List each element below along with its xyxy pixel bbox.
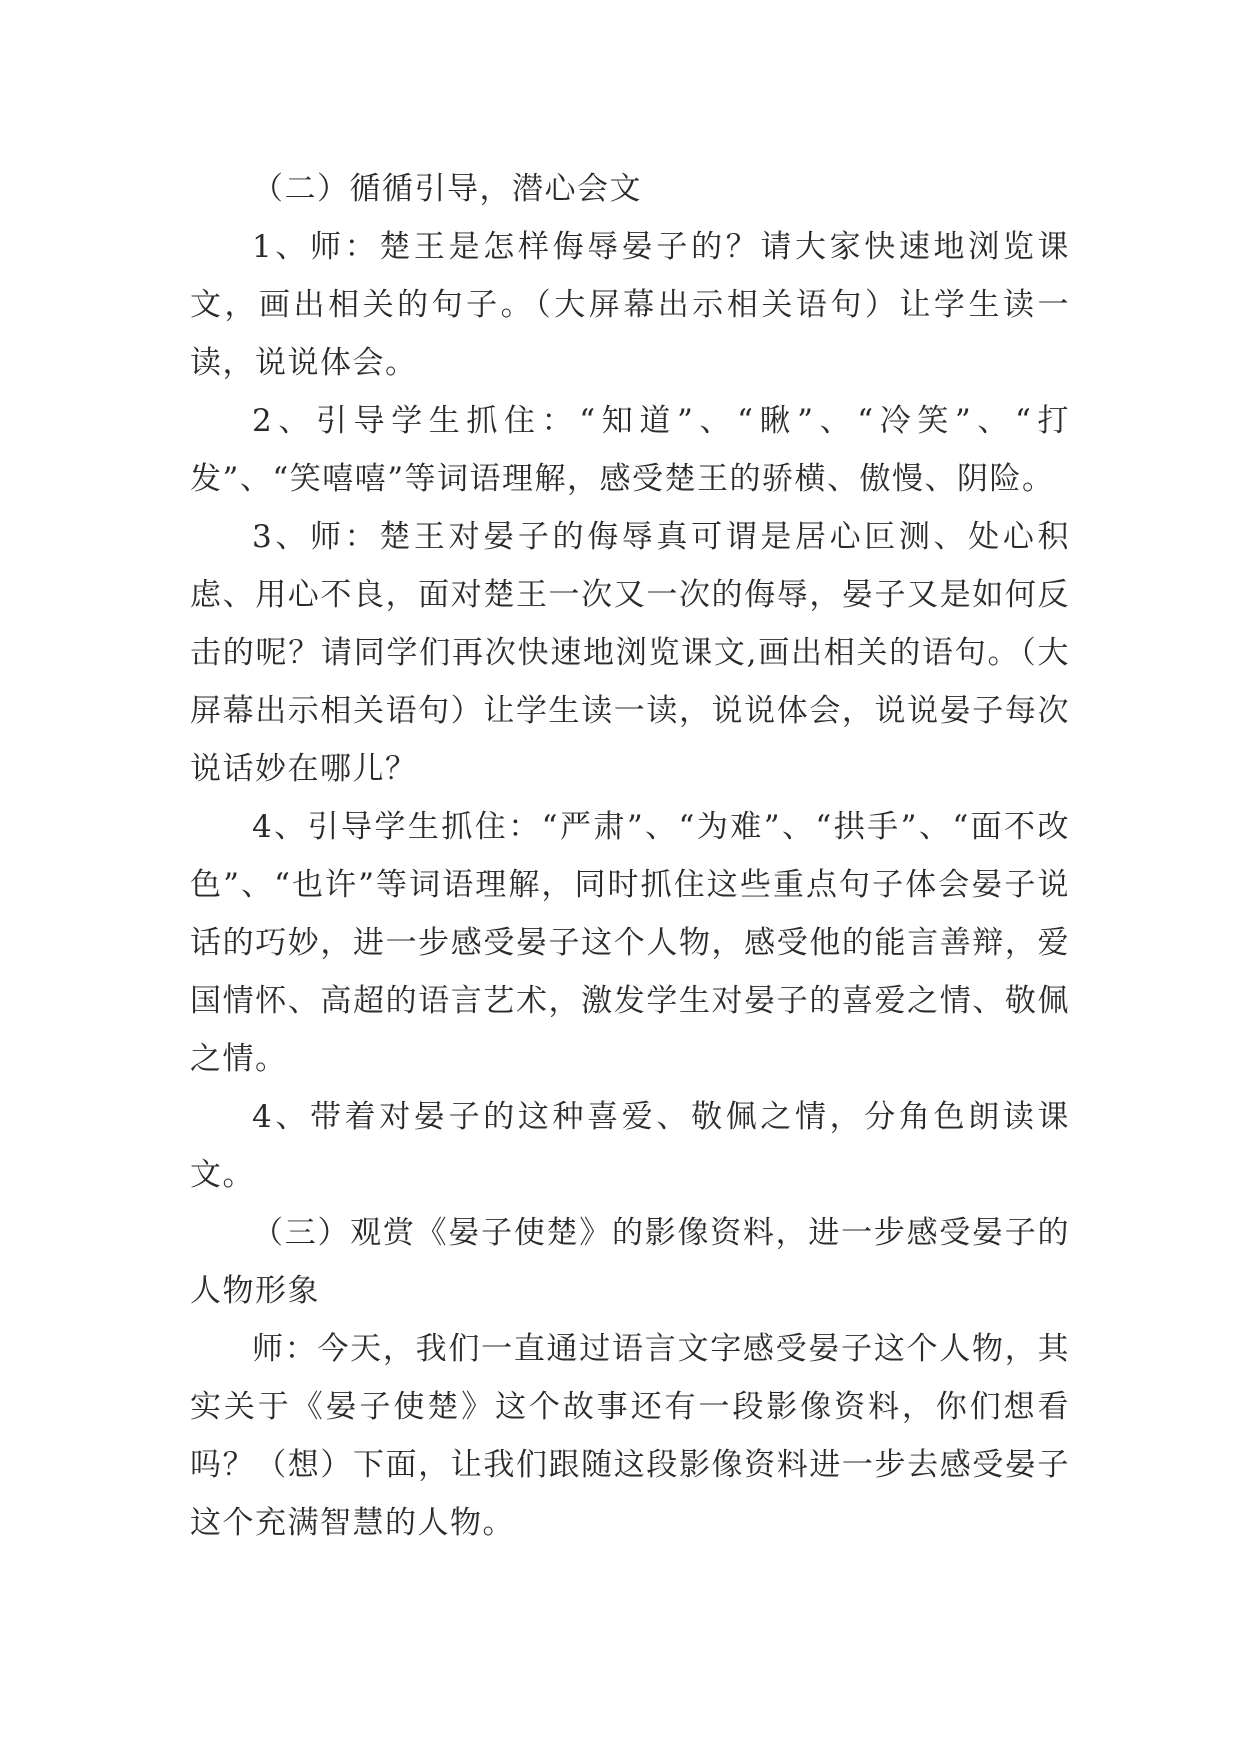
paragraph-1: 1、师：楚王是怎样侮辱晏子的？请大家快速地浏览课文，画出相关的句子。（大屏幕出示相关语句）让学生读一读，说说体会。 (190, 229, 1070, 381)
paragraph-6: 师：今天，我们一直通过语言文字感受晏子这个人物，其实关于《晏子使楚》这个故事还有一段影像资料，你们想看吗？（想）下面，让我们跟随这段影像资料进一步去感受晏子这个充满智慧的人物。 (190, 1331, 1070, 1541)
section-heading-2: （二）循循引导，潜心会文 (252, 171, 642, 207)
paragraph-4: 4、引导学生抓住：“严肃”、“为难”、“拱手”、“面不改色”、“也许”等词语理解，同时抓住这些重点句子体会晏子说话的巧妙，进一步感受晏子这个人物，感受他的能言善辩，爱国情怀、高超的语言艺术，激发学生对晏子的喜爱之情、敬佩之情。 (190, 809, 1070, 1077)
paragraph-3: 3、师：楚王对晏子的侮辱真可谓是居心叵测、处心积虑、用心不良，面对楚王一次又一次的侮辱，晏子又是如何反击的呢？请同学们再次快速地浏览课文,画出相关的语句。（大屏幕出示相关语句）让学生读一读，说说体会，说说晏子每次说话妙在哪儿？ (190, 519, 1070, 787)
paragraph-5: 4、带着对晏子的这种喜爱、敬佩之情，分角色朗读课文。 (190, 1099, 1070, 1193)
document-body (190, 160, 1070, 1552)
paragraph-2: 2、引导学生抓住：“知道”、“瞅”、“冷笑”、“打发”、“笑嘻嘻”等词语理解，感受楚王的骄横、傲慢、阴险。 (190, 403, 1070, 497)
section-heading-3: （三）观赏《晏子使楚》的影像资料，进一步感受晏子的人物形象 (190, 1215, 1070, 1309)
